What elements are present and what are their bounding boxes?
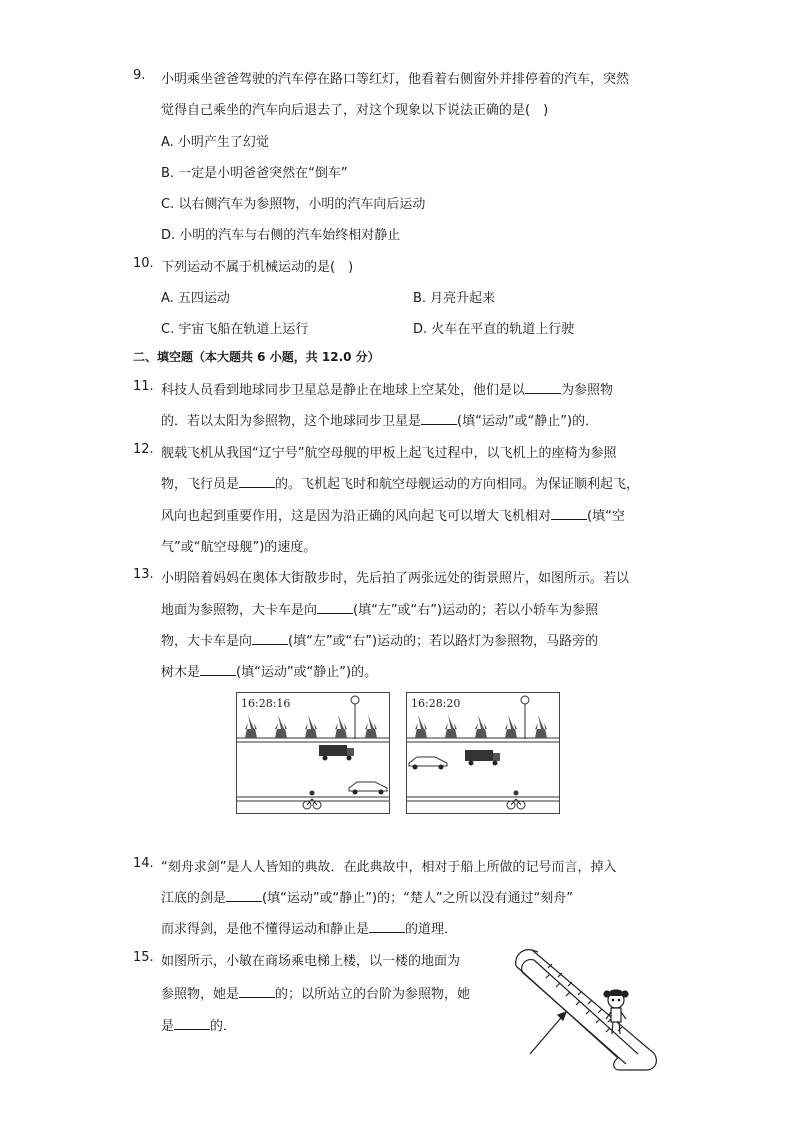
q13-text: (填“运动”或“静止”)的。 <box>236 665 378 680</box>
tree-row-2 <box>415 715 547 738</box>
q13-text: 物，大卡车是向 <box>161 634 253 649</box>
q11-text: 的．若以太阳为参照物，这个地球同步卫星是 <box>161 414 422 429</box>
q12-line1: 舰载飞机从我国“辽宁号”航空母舰的甲板上起飞过程中，以飞机上的座椅为参照 <box>161 446 617 461</box>
q13-text: 地面为参照物，大卡车是向 <box>161 603 318 618</box>
q15-text: 参照物，她是 <box>161 987 240 1002</box>
q12-text: 物，飞行员是 <box>161 477 240 492</box>
tree-icon <box>505 715 517 738</box>
q15-line3 <box>161 1015 236 1034</box>
q15-text: 的． <box>210 1019 237 1034</box>
q11-text: 科技人员看到地球同步卫星总是静止在地球上空某处，他们是以 <box>161 383 526 398</box>
q10-number: 10. <box>133 256 154 271</box>
truck-icon <box>465 750 500 766</box>
q13-line1: 小明陪着妈妈在奥体大街散步时，先后拍了两张远处的街景照片，如图所示。若以 <box>161 571 630 586</box>
q11-number: 11. <box>133 379 154 394</box>
q13-line3 <box>161 630 598 649</box>
tree-icon <box>245 715 257 738</box>
q14-text: 而求得剑，是他不懂得运动和静止是 <box>161 922 370 937</box>
section-2-title: 二、填空题（本大题共 6 小题，共 12.0 分） <box>133 350 380 364</box>
q13-text: 树木是 <box>161 665 201 680</box>
q14-text: 的道理． <box>405 922 458 937</box>
q12-line4: 气”或“航空母舰”)的速度。 <box>161 540 317 555</box>
tree-icon <box>365 715 377 738</box>
q10-option-a: A. 五四运动 <box>161 291 230 306</box>
escalator-outer-rail <box>532 950 650 1050</box>
tree-icon <box>475 715 487 738</box>
q9-stem-line1: 小明乘坐爸爸驾驶的汽车停在路口等红灯，他看着右侧窗外并排停着的汽车，突然 <box>161 72 630 87</box>
q15-blank-1[interactable] <box>239 985 275 998</box>
q9-number: 9. <box>133 68 146 83</box>
photo-1-timestamp: 16:28:16 <box>241 697 291 710</box>
q15-line1: 如图所示，小敏在商场乘电梯上楼，以一楼的地面为 <box>161 954 461 969</box>
q14-text: 江底的剑是 <box>161 891 227 906</box>
q14-number: 14. <box>133 856 154 871</box>
q15-text: 是 <box>161 1019 175 1034</box>
truck-icon <box>319 745 354 761</box>
q15-text: 的；以所站立的台阶为参照物，她 <box>275 987 471 1002</box>
q13-line4 <box>161 661 377 680</box>
q13-text: (填“左”或“右”)运动的；若以路灯为参照物，马路旁的 <box>288 634 599 649</box>
tree-icon <box>305 715 317 738</box>
q11-text: (填“运动”或“静止”)的． <box>457 414 599 429</box>
q9-option-c: C. 以右侧汽车为参照物，小明的汽车向后运动 <box>161 197 426 212</box>
street-photo-1 <box>236 692 390 814</box>
tree-icon <box>275 715 287 738</box>
tree-icon <box>535 715 547 738</box>
street-lamp-head <box>521 696 529 704</box>
q10-option-b: B. 月亮升起来 <box>413 291 496 306</box>
q9-option-b: B. 一定是小明爸爸突然在“倒车” <box>161 166 348 181</box>
street-photo-2 <box>406 692 560 814</box>
tree-row-1 <box>245 715 377 738</box>
q11-text: 为参照物 <box>561 383 614 398</box>
q13-number: 13. <box>133 567 154 582</box>
q12-blank-2[interactable] <box>551 507 587 520</box>
photo-2-timestamp: 16:28:20 <box>411 697 461 710</box>
cyclist-icon <box>303 791 321 809</box>
cyclist-icon <box>507 791 525 809</box>
street-scene-2 <box>407 693 559 813</box>
q10-option-c: C. 宇宙飞船在轨道上运行 <box>161 322 309 337</box>
q12-text: 的。飞机起飞时和航空母舰运动的方向相同。为保证顺利起飞， <box>275 477 640 492</box>
arrow-head-icon <box>558 1012 566 1020</box>
q14-line3 <box>161 918 457 937</box>
q14-blank-2[interactable] <box>369 920 405 933</box>
street-lamp-head <box>351 696 359 704</box>
q12-blank-1[interactable] <box>239 475 275 488</box>
tree-icon <box>335 715 347 738</box>
q12-line2 <box>161 473 639 492</box>
tree-icon <box>415 715 427 738</box>
q11-line1 <box>161 379 613 398</box>
girl-figure <box>604 990 628 1034</box>
q15-number: 15. <box>133 950 154 965</box>
q11-blank-2[interactable] <box>421 412 457 425</box>
q14-blank-1[interactable] <box>226 889 262 902</box>
car-icon <box>409 757 447 770</box>
q10-option-d: D. 火车在平直的轨道上行驶 <box>413 322 575 337</box>
q15-line2 <box>161 983 470 1002</box>
q13-text: (填“左”或“右”)运动的；若以小轿车为参照 <box>353 603 599 618</box>
q12-line3 <box>161 505 625 524</box>
tree-icon <box>445 715 457 738</box>
q14-line1: “刻舟求剑”是人人皆知的典故．在此典故中，相对于船上所做的记号而言，掉入 <box>161 860 617 875</box>
q13-line2 <box>161 599 598 618</box>
car-icon <box>349 782 387 795</box>
q14-text: (填“运动”或“静止”)的；“楚人”之所以没有通过“刻舟” <box>262 891 574 906</box>
escalator-illustration <box>508 944 668 1074</box>
q11-blank-1[interactable] <box>525 381 561 394</box>
q11-line2 <box>161 410 598 429</box>
q12-text: (填“空 <box>587 509 625 524</box>
q9-option-a: A. 小明产生了幻觉 <box>161 135 269 150</box>
street-scene-1 <box>237 693 389 813</box>
q13-blank-2[interactable] <box>252 632 288 645</box>
q14-line2 <box>161 887 573 906</box>
q12-number: 12. <box>133 442 154 457</box>
q13-blank-3[interactable] <box>200 663 236 676</box>
q9-stem-line2: 觉得自己乘坐的汽车向后退去了，对这个现象以下说法正确的是( ) <box>161 103 549 118</box>
q10-stem: 下列运动不属于机械运动的是( ) <box>161 260 354 275</box>
q9-option-d: D. 小明的汽车与右侧的汽车始终相对静止 <box>161 228 401 243</box>
q15-blank-2[interactable] <box>174 1017 210 1030</box>
q13-blank-1[interactable] <box>317 601 353 614</box>
q12-text: 风向也起到重要作用，这是因为沿正确的风向起飞可以增大飞机相对 <box>161 509 552 524</box>
